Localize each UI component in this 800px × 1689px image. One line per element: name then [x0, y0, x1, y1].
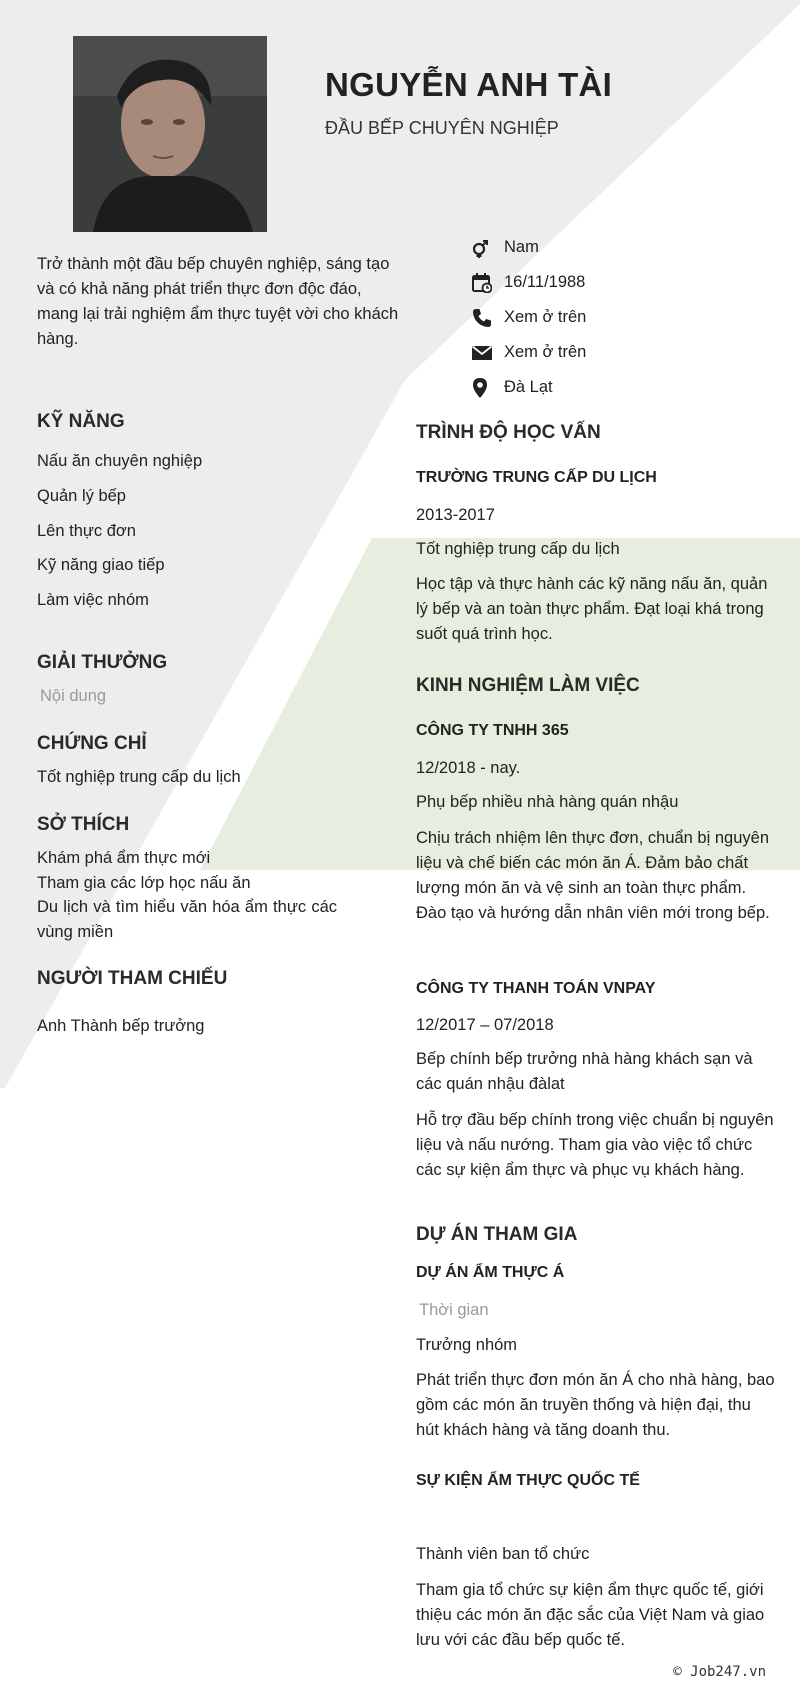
projects-title: DỰ ÁN THAM GIA	[416, 1224, 578, 1245]
project-role: Thành viên ban tổ chức	[416, 1545, 590, 1563]
references-title: NGƯỜI THAM CHIẾU	[37, 968, 228, 989]
job-description: Hỗ trợ đầu bếp chính trong việc chuẩn bị nguyên liệu và nấu nướng. Tham gia vào việc tổ chức các sự kiện ẩm thực và phục vụ khách hàng.	[416, 1111, 774, 1179]
education-degree: Tốt nghiệp trung cấp du lịch	[416, 540, 620, 558]
project-description: Tham gia tổ chức sự kiện ẩm thực quốc tế, giới thiệu các món ăn đặc sắc của Việt Nam và giao lưu với các đầu bếp quốc tế.	[416, 1581, 765, 1649]
experience-title: KINH NGHIỆM LÀM VIỆC	[416, 675, 640, 696]
job-period: 12/2017 – 07/2018	[416, 1016, 554, 1034]
info-birthday	[472, 265, 772, 300]
project-name: DỰ ÁN ẨM THỰC Á	[416, 1264, 565, 1281]
education-school: TRƯỜNG TRUNG CẤP DU LỊCH	[416, 469, 657, 486]
skill-item: Nấu ăn chuyên nghiệp	[37, 452, 203, 470]
info-email	[472, 335, 772, 370]
job-position: Phụ bếp nhiều nhà hàng quán nhậu	[416, 793, 679, 811]
job-title: ĐẦU BẾP CHUYÊN NGHIỆP	[325, 118, 559, 138]
project-description: Phát triển thực đơn món ăn Á cho nhà hàng, bao gồm các món ăn truyền thống và hiện đại, thu hút khách hàng và tăng doanh thu.	[416, 1371, 775, 1439]
gender-icon	[472, 237, 504, 259]
certificates-title: CHỨNG CHỈ	[37, 733, 147, 754]
job-company: CÔNG TY THANH TOÁN VNPAY	[416, 980, 656, 997]
career-objective: Trở thành một đầu bếp chuyên nghiệp, sáng tạo và có khả năng phát triển thực đơn độc đáo, mang lại trải nghiệm ẩm thực tuyệt vời cho khách hàng.	[37, 255, 399, 348]
skill-item: Kỹ năng giao tiếp	[37, 556, 165, 574]
project-name: SỰ KIỆN ẨM THỰC QUỐC TẾ	[416, 1472, 640, 1489]
job-period: 12/2018 - nay.	[416, 759, 521, 777]
education-period: 2013-2017	[416, 506, 495, 524]
skills-title: KỸ NĂNG	[37, 411, 125, 432]
info-location	[472, 370, 772, 405]
profile-photo	[73, 36, 267, 232]
reference-item: Anh Thành bếp trưởng	[37, 1017, 205, 1035]
certificate-item: Tốt nghiệp trung cấp du lịch	[37, 768, 241, 786]
skill-item: Lên thực đơn	[37, 522, 136, 540]
info-phone	[472, 300, 772, 335]
personal-info	[472, 230, 772, 405]
phone-value: Xem ở trên	[504, 308, 587, 326]
skill-item: Làm việc nhóm	[37, 591, 149, 609]
hobbies-title: SỞ THÍCH	[37, 814, 130, 835]
avatar-image	[73, 36, 267, 232]
job-company: CÔNG TY TNHH 365	[416, 722, 569, 739]
job-position: Bếp chính bếp trưởng nhà hàng khách sạn và các quán nhậu đàlat	[416, 1050, 753, 1093]
awards-title: GIẢI THƯỞNG	[37, 652, 168, 673]
skill-item: Quản lý bếp	[37, 487, 126, 505]
email-value: Xem ở trên	[504, 343, 587, 361]
education-description: Học tập và thực hành các kỹ năng nấu ăn, quản lý bếp và an toàn thực phẩm. Đạt loại khá trong suốt quá trình học.	[416, 575, 768, 643]
birthday-value: 16/11/1988	[504, 273, 586, 291]
job-description: Chịu trách nhiệm lên thực đơn, chuẩn bị nguyên liệu và chế biến các món ăn Á. Đảm bảo chất lượng món ăn và vệ sinh an toàn thực phẩm. Đào tạo và hướng dẫn nhân viên mới trong bếp.	[416, 829, 770, 922]
project-time-placeholder: Thời gian	[419, 1301, 489, 1319]
phone-icon	[472, 307, 504, 329]
hobby-item: Du lịch và tìm hiểu văn hóa ẩm thực các vùng miền	[37, 898, 337, 941]
info-gender	[472, 230, 772, 265]
calendar-icon	[472, 272, 504, 294]
education-title: TRÌNH ĐỘ HỌC VẤN	[416, 422, 601, 443]
location-icon	[472, 377, 504, 399]
candidate-name: NGUYỄN ANH TÀI	[325, 66, 613, 103]
awards-placeholder: Nội dung	[40, 687, 107, 705]
hobby-item: Tham gia các lớp học nấu ăn	[37, 874, 251, 892]
hobby-item: Khám phá ẩm thực mới	[37, 849, 211, 867]
email-icon	[472, 342, 504, 364]
project-role: Trưởng nhóm	[416, 1336, 518, 1354]
location-value: Đà Lạt	[504, 378, 553, 396]
gender-value: Nam	[504, 238, 539, 256]
footer-credit: © Job247.vn	[673, 1664, 766, 1680]
